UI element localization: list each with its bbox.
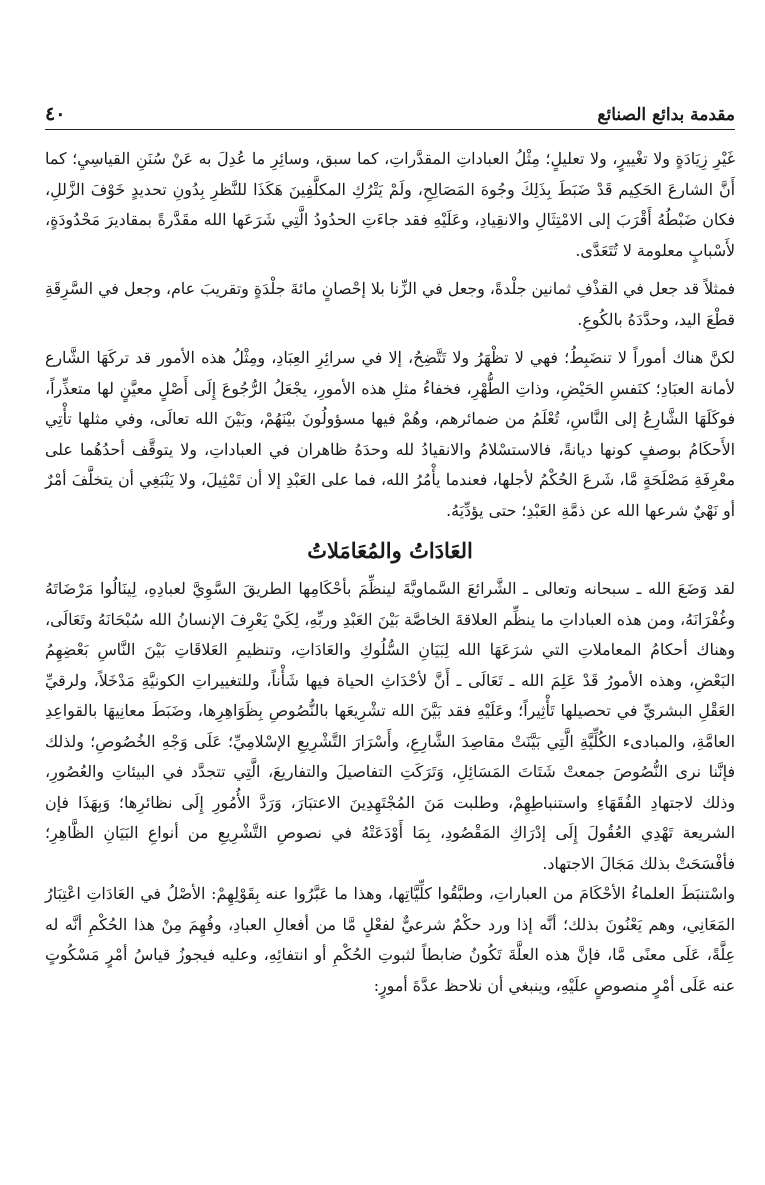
book-page: [45, 95, 735, 1001]
page-body: [45, 144, 735, 1001]
page-number: ٤٠: [45, 103, 66, 125]
paragraph: فمثلاً قد جعل في القذْفِ ثمانين جلْدةً، وجعل في الزِّنا بلا إحْصانٍ مائةَ جلْدَةٍ وتقريبَ عام، وجعل في السَّرِقَةِ قطْعَ اليد، وحدَّدَهُ بالكُوعِ.: [45, 279, 735, 329]
paragraph: لقد وَضَعَ الله ـ سبحانه وتعالى ـ الشَّرائعَ السَّماويَّةَ لينظِّمَ بأحْكَامِها الطريقَ السَّوِيَّ لعبادِهِ، لِينَالُوا مَرْضَاتَهُ وغُفْرَانَهُ، ومن هذه العباداتِ ما ينظِّم العلاقةَ الخاصَّة بَيْنَ العَبْدِ وربِّهِ، لِكَيْ يَعْرِفَ الإنسانُ الله سُبْحَانَهُ وتَعَالَى، وهناك أحكامُ المعاملاتِ التي شرَعَهَا الله لِبَيَانِ السُّلُوكِ والعَادَاتِ، وتنظيمِ العَلاقَاتِ بَيْنَ النَّاسِ بَعْضِهِمُ البَعْضِ، وهذه الأمورُ قَدْ عَلِمَ الله ـ تَعَالَى ـ أَنَّ لأحْدَاثِ الحياة فيها شَأْناً، وللتغييراتِ الكونيَّةِ مَدْخَلاً، ولرقيِّ العَقْلِ البشريِّ في تحصيلها تَأْثِيراً؛ وعَلَيْهِ فقد بَيَّنَ الله تشْرِيعَها بالنُّصُوصِ بِظَوَاهِرِها، وضَبَطَ معانِيهَا بالقواعِدِ العامَّةِ، والمبادىء الكُلِّيَّةِ الَّتِي بَيَّنَتْ مقاصِدَ الشَّارِعِ، وأَسْرَارَ التَّشْرِيعِ الإسْلامِيِّ؛ عَلَى وَجْهِ الخُصُوصِ؛ ولذلك فإنَّنا نرى النُّصُوصَ جمعتْ شَتَاتَ المَسَائِلِ، وَتَرَكَتِ التفاصيلَ والتفاريعَ، الَّتِي تتجدَّد في البيئاتِ والعُصُورِ، وذلك لاجتهادِ الفُقَهَاءِ واستنباطِهِمْ، وطلبت مَنَ المُجْتَهِدِينَ الاعتبَارَ، وَرَدَّ الأُمُورِ إِلَى نظائرِها؛ وَبِهَذَا فإن الشريعة تَهْدِي العُقُولَ إِلَى إدْرَاكِ المَقْصُودِ، بِمَا أَوْدَعَتْهُ في نصوصِ التَّشْرِيعِ من أنواعِ البَيَانِ الظَّاهِرِ؛ فأفْسَحَتْ بذلك مَجَالَ الاجتهاد.: [45, 579, 735, 873]
running-title: مقدمة بدائع الصنائع: [597, 105, 735, 125]
page-header: [45, 95, 735, 130]
paragraph: غَيْرِ زِيَادَةٍ ولا تغْييرٍ، ولا تعليلٍ؛ مِثْلُ العباداتِ المقدَّراتِ، كما سبق، وسائِرِ ما عُدِلَ به عَنْ سُنَنِ القياسِيِ؛ كما أَنَّ الشارعَ الحَكِيم قَدْ ضَبَطَ بِذَلِكَ وجُوهَ المَصَالِحِ، ولَمْ يَتْرُكِ المكلَّفِينَ هَكَذَا للنَّظرِ بِدُونِ تحديدٍ خَوْفَ الزَّللِ، فكان ضَبْطُهُ أَقْرَبَ إلى الامْتِثَالِ والانقِيادِ، وعَلَيْهِ فقد جاءَتِ الحدُودُ الَّتِي شَرَعَها الله مقَدَّرةً بمقاديرَ مَحْدُودَةٍ، لأَسْبابٍ معلومة لا تُتَعَدَّى.: [45, 149, 735, 260]
paragraph: لكنَّ هناك أموراً لا تنضَبِطُ؛ فهي لا تظْهَرُ ولا تَتَّضِحُ، إلا في سرائِرِ العِبَادِ، ومِثْلُ هذه الأمور قد تركَهَا الشَّارع لأمانة العبَادِ؛ كنَفسِ الحَيْضِ، وذاتِ الطُّهْرِ، فخفاءُ مثلِ هذه الأمورِ، يجْعَلُ الرُّجُوعَ إِلَى أَصْلٍ معيَّنٍ لها متعذِّراً، فوكَلَهَا الشَّارِعُ إلى النَّاسِ، تُعْلَمُ من ضمائرهم، وهُمْ فيها مسؤولُونَ بيْنَهُمْ، وبَيْنَ الله تعالَى، وفي مثلها تأْتِي الأَحكَامُ بوصفٍ كونها ديانةً، فالاستسْلامُ والانقيادُ لله وحدَهُ ظاهران في العباداتِ، ولا يتوقَّف أحدُهُما على معْرِفَةِ مَصْلَحَةٍ مَّا، شَرعَ الحُكْمُ لأجلها، فعندما يأْمُرُ الله، فما على العَبْدِ إلا أن تَمْثِيلَ، ولا يَنْبَغِي أن يتخلَّفَ أمْرٌ أو نَهْيٌ شرعها الله عن ذمَّةِ العَبْدِ؛ حتى يؤدِّيَهُ.: [45, 348, 735, 520]
section-heading: العَادَاتُ والمُعَامَلاتُ: [307, 538, 473, 563]
paragraph: واسْتنبَطَ العلماءُ الأحْكَامَ من العباراتِ، وطبَّقُوا كلِّيَّاتِها، وهذا ما عَبَّرُوا عنه بِقَوْلِهِمْ: الأصْلُ في العَادَاتِ اعْتِبَارُ المَعَانِي، وهم يَعْنُونَ بذلك؛ أنَّه إذا ورد حكْمٌ شرعيٌّ لفعْلٍ مَّا من أفعالِ العبادِ، وفُهِمَ مِنْ هذا الحُكْمِ أنَّه له عِلَّةً، عَلَى معنًى مَّا، فإنَّ هذه العلَّةَ تَكُونُ ضابطاً لثبوتِ الحُكْمِ أو انتفائِهِ، وعليه فيجوزُ قياسُ أمْرٍ مَسْكُوتٍ عنه عَلَى أمْرٍ منصوصٍ علَيْهِ، وينبغي أن نلاحظ عدَّةَ أمورٍ:: [45, 884, 735, 995]
